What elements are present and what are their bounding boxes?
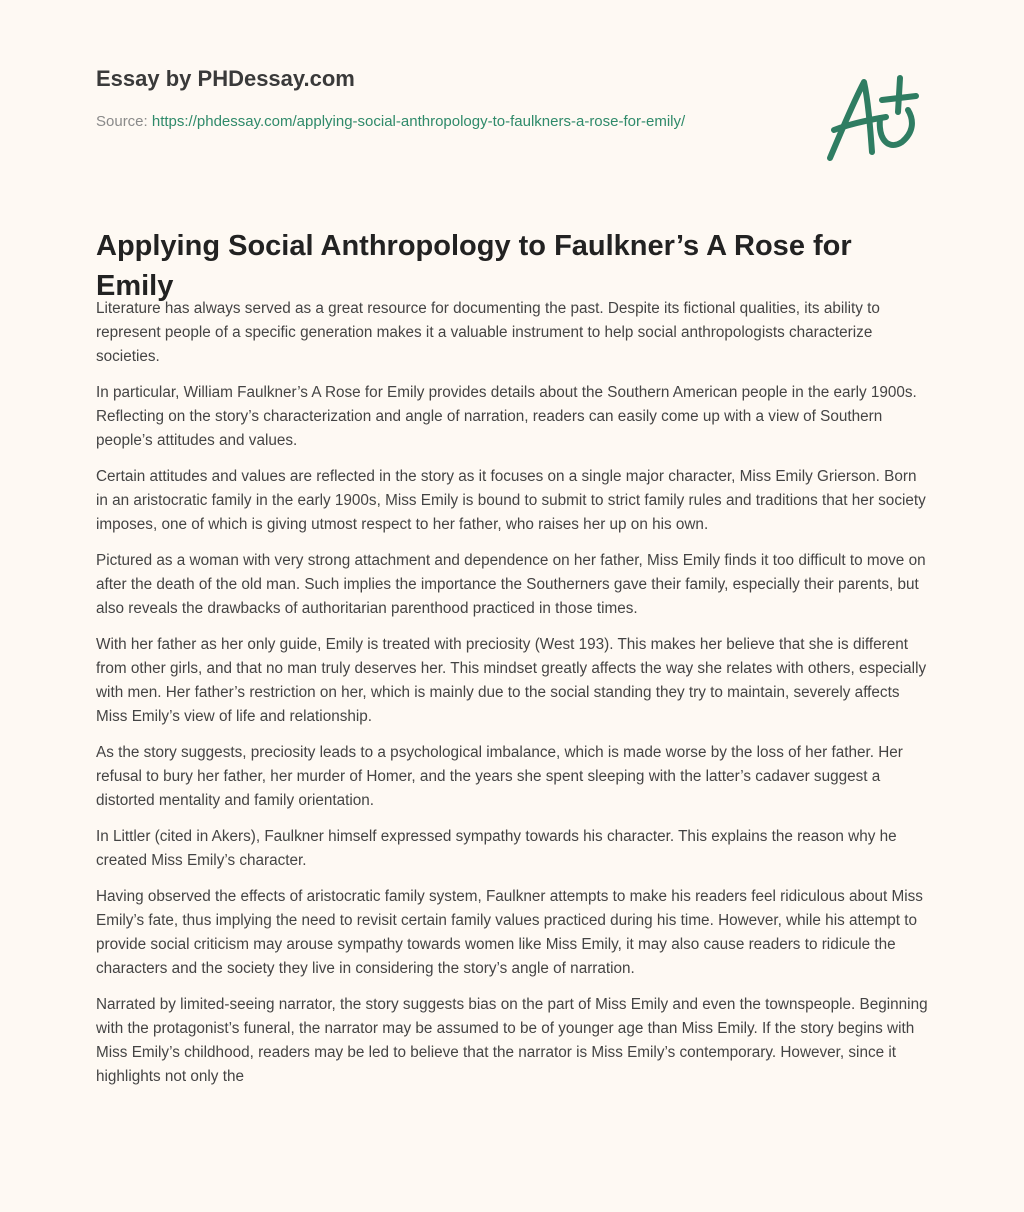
paragraph: In Littler (cited in Akers), Faulkner himself expressed sympathy towards his character. This explains the reason why he created Miss Emily’s character. xyxy=(96,828,897,869)
site-brand: Essay by PHDessay.com xyxy=(96,66,355,91)
paragraph: As the story suggests, preciosity leads to a psychological imbalance, which is made worse by the loss of her father. Her refusal to bury her father, her murder of Homer, and the years she spent sleeping with the latter’s cadaver suggest a distorted mentality and family orientation. xyxy=(96,744,903,809)
paragraph: Literature has always served as a great resource for documenting the past. Despite its fictional qualities, its ability to represent people of a specific generation makes it a valuable instrument to help social anthropologists characterize societies. xyxy=(96,300,880,365)
paragraph: Having observed the effects of aristocratic family system, Faulkner attempts to make his readers feel ridiculous about Miss Emily’s fate, thus implying the need to revisit certain family values practiced during his time. However, while his attempt to provide social criticism may arouse sympathy towards women like Miss Emily, it may also cause readers to ridicule the characters and the society they live in considering the story’s angle of narration. xyxy=(96,888,923,977)
article-body xyxy=(96,297,928,1101)
a-plus-logo-icon xyxy=(820,70,930,170)
paragraph: Pictured as a woman with very strong attachment and dependence on her father, Miss Emily finds it too difficult to move on after the death of the old man. Such implies the importance the Southerners gave their family, especially their parents, but also reveals the drawbacks of authoritarian parenthood practiced in those times. xyxy=(96,552,926,617)
paragraph: With her father as her only guide, Emily is treated with preciosity (West 193). This makes her believe that she is different from other girls, and that no man truly deserves her. This mindset greatly affects the way she relates with others, especially with men. Her father’s restriction on her, which is mainly due to the social standing they try to maintain, severely affects Miss Emily’s view of life and relationship. xyxy=(96,636,927,725)
paragraph: In particular, William Faulkner’s A Rose for Emily provides details about the Southern American people in the early 1900s. Reflecting on the story’s characterization and angle of narration, readers can easily come up with a view of Southern people’s attitudes and values. xyxy=(96,384,917,449)
paragraph: Certain attitudes and values are reflected in the story as it focuses on a single major character, Miss Emily Grierson. Born in an aristocratic family in the early 1900s, Miss Emily is bound to submit to strict family rules and traditions that her society imposes, one of which is giving utmost respect to her father, who raises her up on his own. xyxy=(96,468,926,533)
paragraph: Narrated by limited-seeing narrator, the story suggests bias on the part of Miss Emily and even the townspeople. Beginning with the protagonist’s funeral, the narrator may be assumed to be of younger age than Miss Emily. If the story begins with Miss Emily’s childhood, readers may be led to believe that the narrator is Miss Emily’s contemporary. However, since it highlights not only the xyxy=(96,996,928,1085)
article-title: Applying Social Anthropology to Faulkner’s A Rose for Emily xyxy=(96,230,852,302)
source-label: Source: xyxy=(96,113,148,130)
source-link[interactable]: https://phdessay.com/applying-social-anthropology-to-faulkners-a-rose-for-emily/ xyxy=(151,113,686,130)
source-line xyxy=(96,110,736,134)
